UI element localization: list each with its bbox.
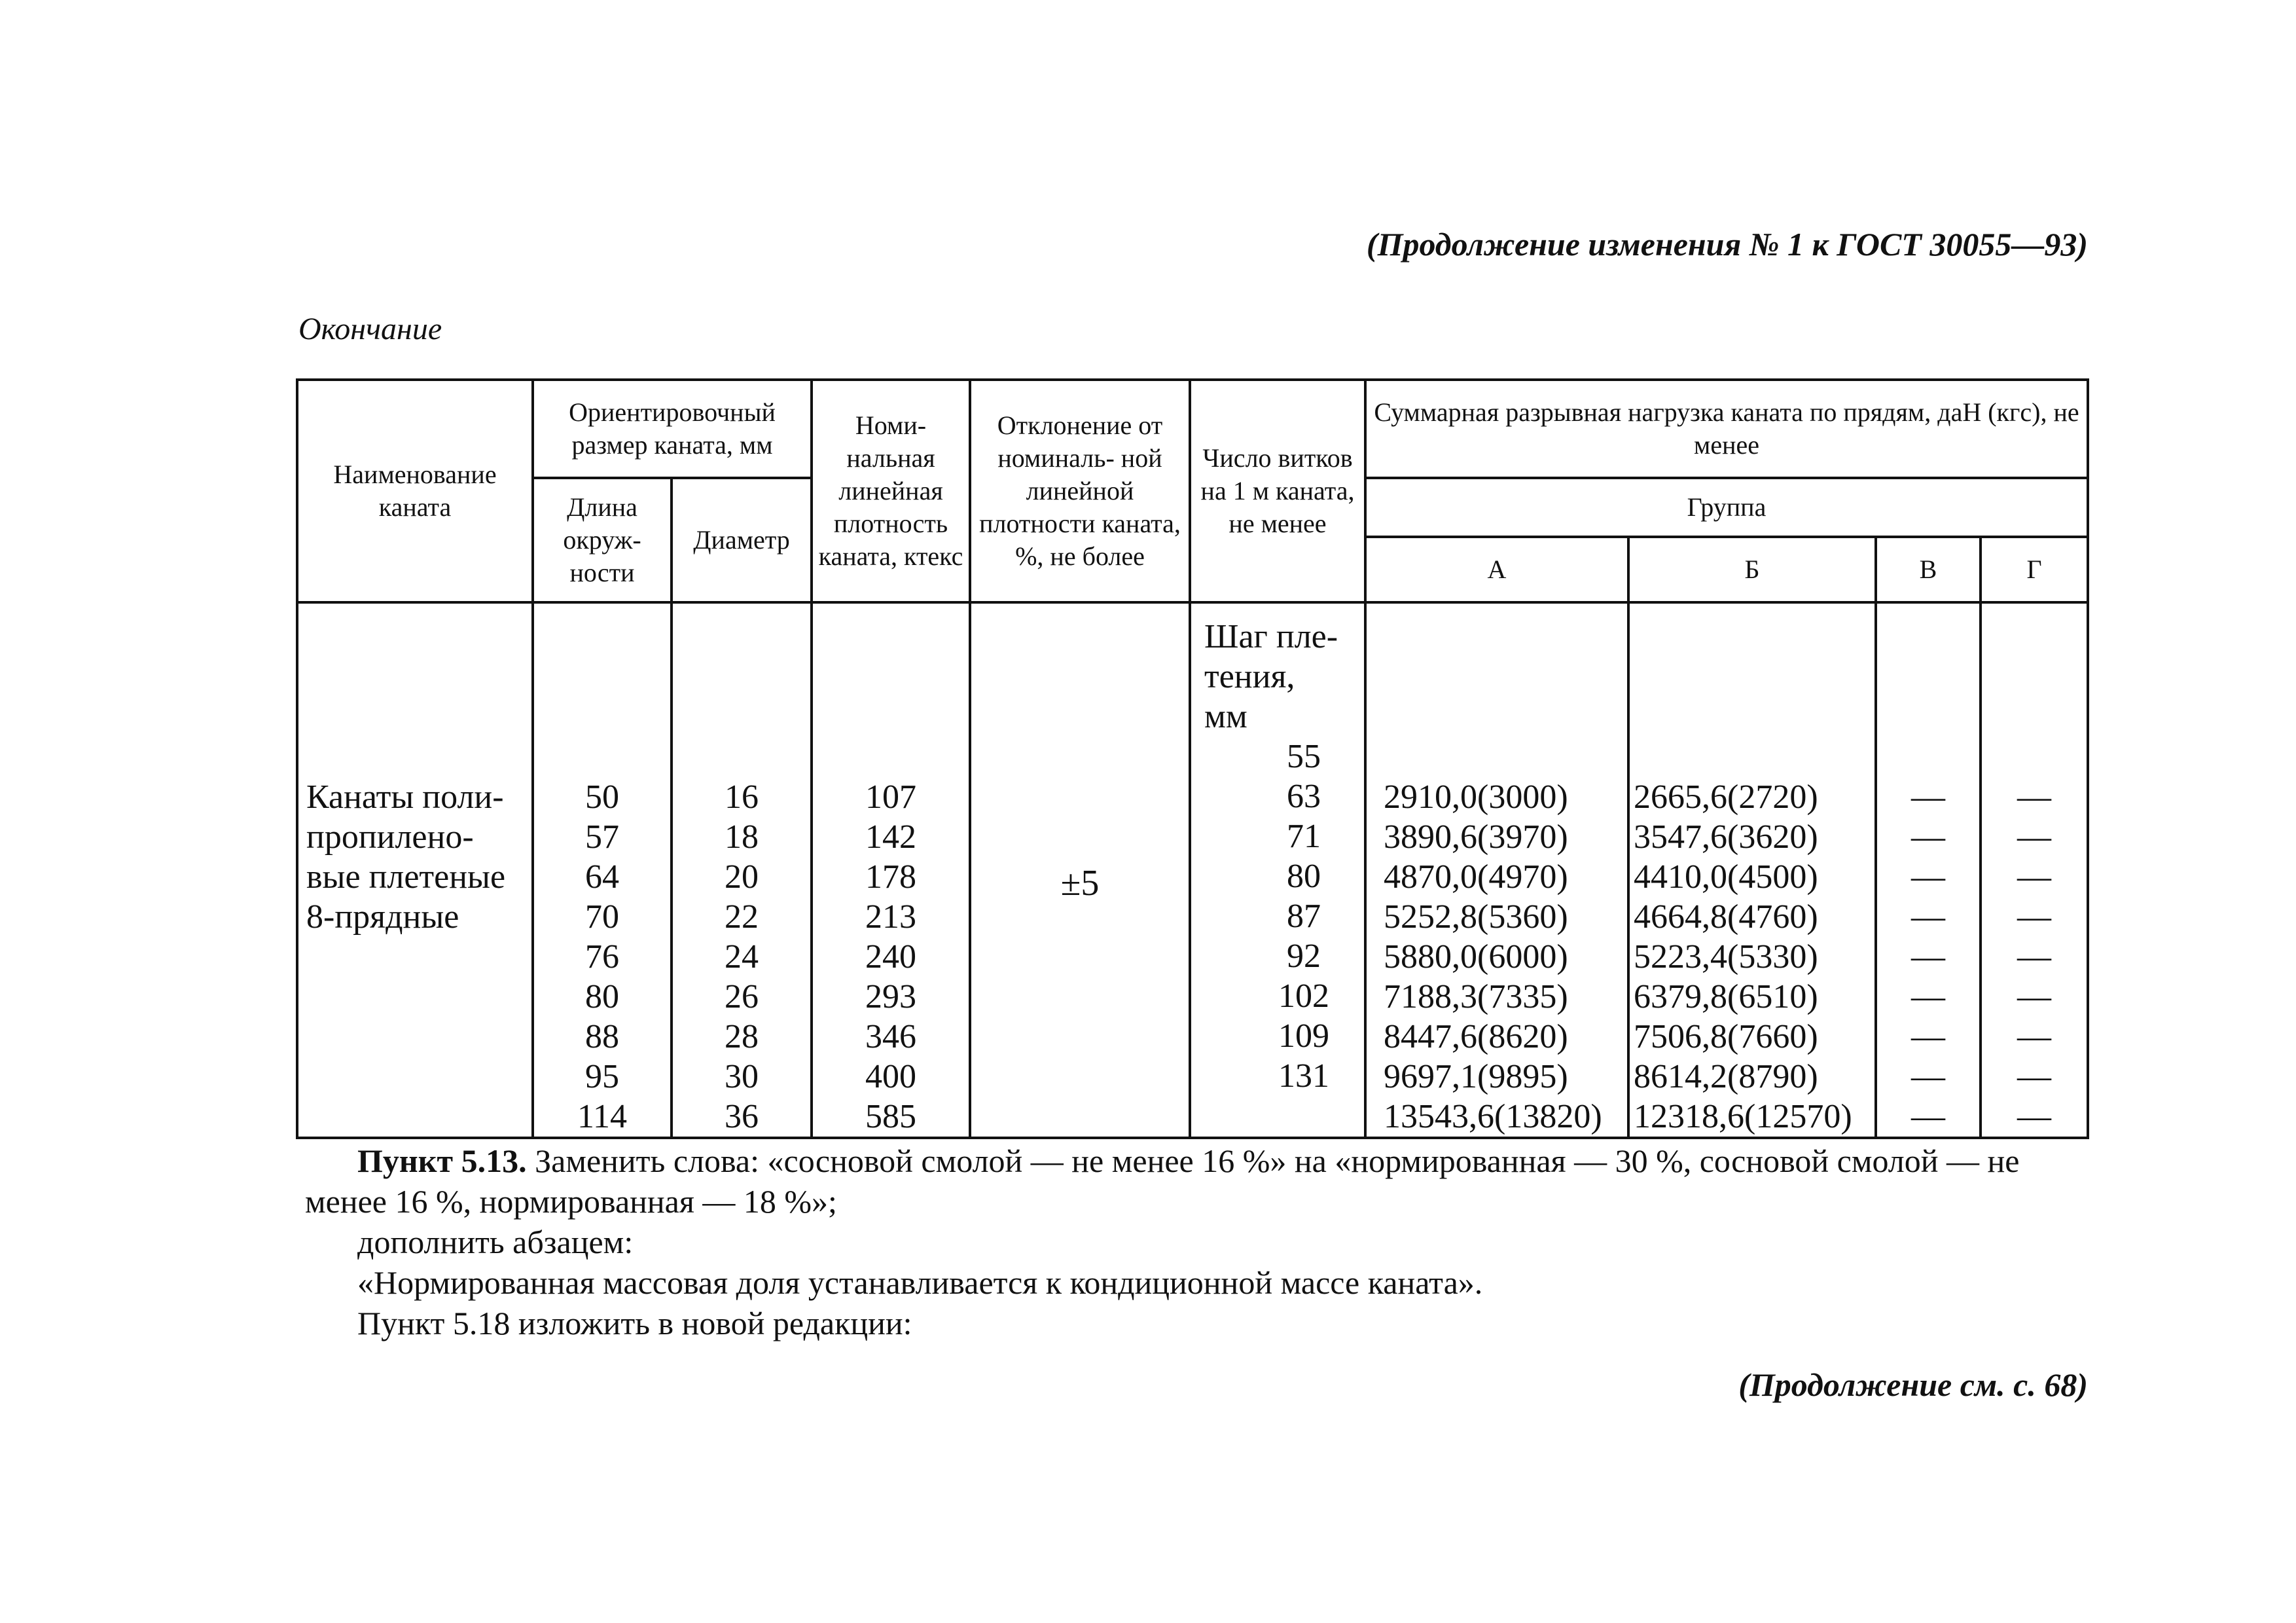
group-b-value: 3547,6(3620)	[1634, 818, 1818, 856]
group-v-value: —	[1911, 898, 1945, 936]
rope-specs-table	[296, 378, 2089, 1139]
step-label-line: Шаг пле-	[1204, 618, 1338, 655]
header-name: Наименование каната	[297, 380, 533, 602]
group-v-value: —	[1911, 858, 1945, 896]
amendment-paragraph-5-18: Пункт 5.18 изложить в новой редакции:	[357, 1305, 912, 1341]
header-size-group: Ориентировочный размер каната, мм	[533, 380, 812, 478]
circumference-value: 70	[585, 898, 619, 936]
diameter-value: 26	[725, 978, 759, 1015]
clause-text: Заменить слова: «сосновой смолой — не менее 16 %» на «нормированная — 30 %, сосновой смолой — не менее 16 %, нормированная — 18 %»;	[305, 1142, 2020, 1220]
diameter-value: 24	[725, 938, 759, 976]
group-v-value: —	[1911, 1018, 1945, 1055]
header-group-g: Г	[1981, 537, 2088, 602]
header-density: Номи- нальная линейная плотность каната, ктекс	[812, 380, 970, 602]
circumference-value: 88	[585, 1018, 619, 1055]
continuation-footer: (Продолжение см. с. 68)	[1738, 1366, 2088, 1403]
step-value: 63	[1287, 778, 1321, 815]
group-g-value: —	[2017, 1058, 2051, 1095]
group-v-value: —	[1911, 818, 1945, 856]
group-b-value: 8614,2(8790)	[1634, 1058, 1818, 1095]
rope-name-line: пропилено-	[306, 818, 474, 856]
circumference-value: 95	[585, 1058, 619, 1095]
circumference-value: 76	[585, 938, 619, 976]
step-column	[1190, 602, 1365, 1138]
amendment-paragraph-add: дополнить абзацем:	[357, 1224, 634, 1260]
circumference-value: 80	[585, 978, 619, 1015]
section-label: Окончание	[298, 312, 442, 346]
group-g-value: —	[2017, 978, 2051, 1015]
header-load: Суммарная разрывная нагрузка каната по прядям, даН (кгс), не менее	[1365, 380, 2088, 478]
group-v-value: —	[1911, 978, 1945, 1015]
step-value: 87	[1287, 898, 1321, 935]
diameter-value: 22	[725, 898, 759, 936]
header-turns: Число витков на 1 м каната, не менее	[1190, 380, 1365, 602]
step-value: 109	[1278, 1017, 1329, 1055]
group-v-value: —	[1911, 938, 1945, 976]
amendment-paragraph-quote: «Нормированная массовая доля устанавливается к кондиционной массе каната».	[357, 1264, 1483, 1301]
header-group-b: Б	[1628, 537, 1876, 602]
density-value: 293	[865, 978, 916, 1015]
circumference-column	[533, 602, 672, 1138]
density-column	[812, 602, 970, 1138]
group-a-value: 5252,8(5360)	[1384, 898, 1568, 936]
step-value: 92	[1287, 938, 1321, 975]
circumference-value: 64	[585, 858, 619, 896]
density-value: 213	[865, 898, 916, 936]
step-value: 71	[1287, 818, 1321, 855]
diameter-value: 28	[725, 1018, 759, 1055]
header-group: Группа	[1365, 478, 2088, 537]
group-b-value: 2665,6(2720)	[1634, 778, 1818, 816]
group-b-column	[1628, 602, 1876, 1138]
density-value: 400	[865, 1058, 916, 1095]
group-g-value: —	[2017, 778, 2051, 816]
circumference-value: 57	[585, 818, 619, 856]
group-a-value: 9697,1(9895)	[1384, 1058, 1568, 1095]
group-b-value: 12318,6(12570)	[1634, 1098, 1852, 1135]
group-a-value: 2910,0(3000)	[1384, 778, 1568, 816]
group-a-column	[1365, 602, 1628, 1138]
density-value: 107	[865, 778, 916, 816]
group-b-value: 7506,8(7660)	[1634, 1018, 1818, 1055]
group-v-value: —	[1911, 1058, 1945, 1095]
header-circumference: Длина окруж- ности	[533, 478, 672, 602]
group-a-value: 7188,3(7335)	[1384, 978, 1568, 1015]
group-v-column	[1876, 602, 1981, 1138]
density-value: 346	[865, 1018, 916, 1055]
step-label-line: мм	[1204, 698, 1247, 735]
group-g-value: —	[2017, 1098, 2051, 1135]
amendment-paragraph-5-13	[305, 1140, 2085, 1222]
header-deviation: Отклонение от номиналь- ной линейной плотности каната, %, не более	[970, 380, 1190, 602]
step-value: 102	[1278, 977, 1329, 1015]
group-b-value: 4410,0(4500)	[1634, 858, 1818, 896]
rope-name-line: вые плетеные	[306, 858, 506, 896]
group-g-value: —	[2017, 1018, 2051, 1055]
rope-name-cell	[297, 602, 533, 1138]
rope-name-line: 8-прядные	[306, 898, 459, 936]
diameter-value: 36	[725, 1098, 759, 1135]
group-a-value: 3890,6(3970)	[1384, 818, 1568, 856]
circumference-value: 50	[585, 778, 619, 816]
deviation-value: ±5	[970, 602, 1190, 1138]
group-g-column	[1981, 602, 2088, 1138]
continuation-header: (Продолжение изменения № 1 к ГОСТ 30055—93)	[1366, 226, 2088, 263]
density-value: 240	[865, 938, 916, 976]
group-g-value: —	[2017, 818, 2051, 856]
diameter-value: 20	[725, 858, 759, 896]
step-label-line: тения,	[1204, 658, 1295, 695]
step-value: 55	[1287, 738, 1321, 775]
group-b-value: 5223,4(5330)	[1634, 938, 1818, 976]
diameter-value: 18	[725, 818, 759, 856]
group-v-value: —	[1911, 778, 1945, 816]
group-g-value: —	[2017, 938, 2051, 976]
diameter-column	[672, 602, 812, 1138]
clause-reference: Пункт 5.13.	[357, 1142, 527, 1179]
density-value: 142	[865, 818, 916, 856]
circumference-value: 114	[577, 1098, 628, 1135]
group-b-value: 6379,8(6510)	[1634, 978, 1818, 1015]
header-group-a: А	[1365, 537, 1628, 602]
diameter-value: 16	[725, 778, 759, 816]
group-a-value: 8447,6(8620)	[1384, 1018, 1568, 1055]
density-value: 585	[865, 1098, 916, 1135]
group-b-value: 4664,8(4760)	[1634, 898, 1818, 936]
diameter-value: 30	[725, 1058, 759, 1095]
group-a-value: 13543,6(13820)	[1384, 1098, 1602, 1135]
group-a-value: 4870,0(4970)	[1384, 858, 1568, 896]
step-value: 80	[1287, 858, 1321, 895]
rope-name-line: Канаты поли-	[306, 778, 504, 816]
group-g-value: —	[2017, 858, 2051, 896]
group-v-value: —	[1911, 1098, 1945, 1135]
step-value: 131	[1278, 1057, 1329, 1095]
header-group-v: В	[1876, 537, 1981, 602]
density-value: 178	[865, 858, 916, 896]
group-g-value: —	[2017, 898, 2051, 936]
group-a-value: 5880,0(6000)	[1384, 938, 1568, 976]
header-diameter: Диаметр	[672, 478, 812, 602]
